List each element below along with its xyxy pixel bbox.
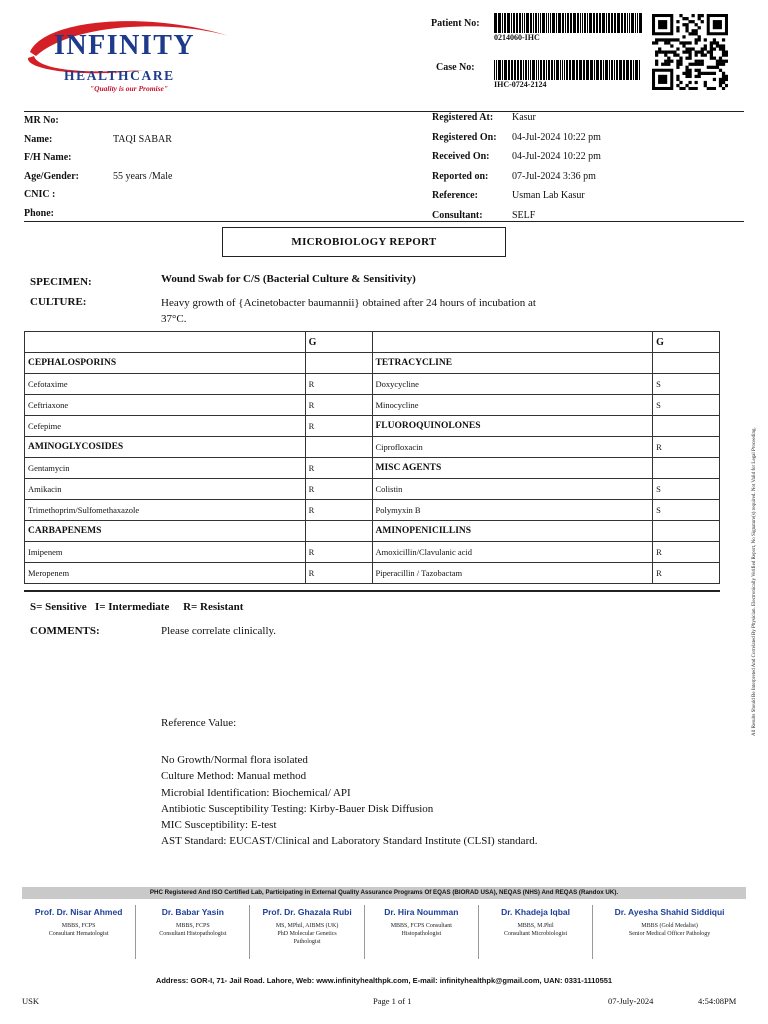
result-left: R — [305, 479, 372, 500]
doctor-credential-line: Consultant Microbiologist — [503, 931, 568, 937]
table-row — [25, 500, 720, 521]
logo-brand-top: INFINITY — [54, 30, 196, 61]
table-row — [25, 437, 720, 458]
drug-name-left: Trimethoprim/Sulfomethaxazole — [25, 500, 306, 521]
patient-info-label: Phone: — [24, 207, 54, 219]
registration-info-row — [432, 190, 732, 210]
result-right: R — [653, 563, 720, 584]
patient-info-label: Name: — [24, 133, 53, 145]
accreditation-banner: PHC Registered And ISO Certified Lab, Participating in External Quality Assurance Programs Of EQAS (BIORAD USA), NEQAS (NHS) And REQAS (Randox UK). — [22, 887, 746, 899]
doctor-credentials — [136, 922, 249, 938]
patient-info-label: CNIC : — [24, 189, 56, 200]
registration-info-value: 04-Jul-2024 10:22 pm — [512, 131, 601, 143]
reference-line: Antibiotic Susceptibility Testing: Kirby-Bauer Disk Diffusion — [161, 802, 434, 815]
table-bottom-rule — [24, 590, 720, 592]
drug-name-left: Meropenem — [25, 563, 306, 584]
doctor-name: Prof. Dr. Ghazala Rubi — [262, 907, 352, 917]
footer-page: Page 1 of 1 — [373, 996, 412, 1006]
table-row — [25, 563, 720, 584]
registration-info-label: Consultant: — [432, 209, 483, 221]
table-row — [25, 458, 720, 479]
patient-info-row — [24, 134, 404, 153]
doctor-card — [479, 905, 593, 959]
drug-name-left: Ceftriaxone — [25, 395, 306, 416]
result-left: R — [305, 416, 372, 437]
report-title: MICROBIOLOGY REPORT — [222, 227, 506, 257]
result-right: R — [653, 542, 720, 563]
drug-class-left: CEPHALOSPORINS — [25, 353, 306, 374]
registration-info-value: SELF — [512, 209, 536, 221]
reference-line: AST Standard: EUCAST/Clinical and Laboratory Standard Institute (CLSI) standard. — [161, 835, 538, 848]
doctor-credentials — [365, 922, 478, 938]
patient-info-label: F/H Name: — [24, 152, 72, 163]
doctor-card — [22, 905, 136, 959]
specimen-label: SPECIMEN: — [30, 276, 92, 288]
doctor-credential-line: MBBS, FCPS — [61, 923, 96, 929]
result-right — [653, 521, 720, 542]
table-row — [25, 353, 720, 374]
case-no-label: Case No: — [436, 62, 475, 73]
patient-info-row — [24, 208, 404, 227]
patient-info-label: Age/Gender: — [24, 170, 79, 182]
result-left: R — [305, 395, 372, 416]
drug-class-right: MISC AGENTS — [372, 458, 653, 479]
table-row — [25, 521, 720, 542]
result-left: R — [305, 542, 372, 563]
registration-info-value: Kasur — [512, 112, 536, 123]
specimen-value: Wound Swab for C/S (Bacterial Culture & Sensitivity) — [161, 273, 416, 285]
result-left: R — [305, 563, 372, 584]
footer-date: 07-July-2024 — [608, 996, 654, 1006]
drug-name-right: Minocycline — [372, 395, 653, 416]
doctor-credentials — [250, 922, 363, 946]
registration-info-label: Registered At: — [432, 112, 494, 123]
patient-info-row — [24, 189, 404, 208]
patient-no-value: 0214060-IHC — [494, 33, 540, 42]
doctor-credential-line: PhD Molecular Genetics — [277, 931, 337, 937]
doctor-credential-line: Histopathologist — [401, 931, 442, 937]
culture-label: CULTURE: — [30, 296, 87, 308]
drug-name-right: Colistin — [372, 479, 653, 500]
drug-class-right: AMINOPENICILLINS — [372, 521, 653, 542]
drug-name-right: Piperacillin / Tazobactam — [372, 563, 653, 584]
logo-tagline: "Quality is our Promise" — [89, 84, 169, 93]
result-left: R — [305, 458, 372, 479]
result-legend: S= Sensitive I= Intermediate R= Resistant — [30, 601, 244, 613]
footer-time: 4:54:08PM — [698, 996, 737, 1006]
doctor-credentials — [479, 922, 592, 938]
culture-line-1: Heavy growth of {Acinetobacter baumannii} obtained after 24 hours of incubation at — [161, 297, 536, 309]
table-row — [25, 479, 720, 500]
result-right — [653, 458, 720, 479]
comments-label: COMMENTS: — [30, 625, 100, 637]
patient-barcode-icon — [494, 13, 644, 33]
doctor-card — [593, 905, 746, 959]
registration-info-value: 07-Jul-2024 3:36 pm — [512, 170, 596, 182]
patient-info-value: 55 years /Male — [113, 170, 173, 182]
result-left: R — [305, 500, 372, 521]
drug-name-left: Cefotaxime — [25, 374, 306, 395]
reference-line: MIC Susceptibility: E-test — [161, 819, 277, 832]
doctor-credential-line: Consultant Hematologist — [48, 931, 109, 937]
doctor-credentials — [22, 922, 135, 938]
patient-info-value: TAQI SABAR — [113, 133, 172, 145]
patient-info-row — [24, 171, 404, 190]
result-left — [305, 521, 372, 542]
drug-name-left: Imipenem — [25, 542, 306, 563]
case-barcode-icon — [494, 60, 644, 80]
result-left — [305, 437, 372, 458]
doctor-card — [365, 905, 479, 959]
result-right: S — [653, 479, 720, 500]
registration-info-row — [432, 171, 732, 191]
column-header-right: G — [653, 332, 720, 353]
logo-swoosh-icon — [24, 12, 234, 84]
sensitivity-table — [24, 331, 720, 584]
lab-address: Address: GOR-I, 71- Jail Road. Lahore, Web: www.infinityhealthpk.com, E-mail: infinityhealthpk@gmail.com, UAN: 0331-1110551 — [155, 976, 613, 985]
table-row — [25, 416, 720, 437]
registration-info-label: Reported on: — [432, 170, 489, 182]
drug-name-right: Polymyxin B — [372, 500, 653, 521]
column-header-left: G — [305, 332, 372, 353]
doctor-panel — [22, 905, 746, 959]
drug-class-left: CARBAPENEMS — [25, 521, 306, 542]
doctor-card — [136, 905, 250, 959]
drug-name-left: Cefepime — [25, 416, 306, 437]
registration-info-label: Registered On: — [432, 131, 497, 143]
registration-info-row — [432, 112, 732, 132]
doctor-credential-line: MBBS, FCPS — [176, 923, 210, 929]
drug-name-right: Doxycycline — [372, 374, 653, 395]
drug-name-left: Amikacin — [25, 479, 306, 500]
logo-brand-bottom: HEALTHCARE — [64, 68, 175, 83]
patient-info-row — [24, 115, 404, 134]
registration-info-label: Reference: — [432, 190, 478, 201]
reference-line: Culture Method: Manual method — [161, 770, 307, 783]
case-no-value: IHC-0724-2124 — [494, 80, 547, 89]
comments-value: Please correlate clinically. — [161, 625, 277, 637]
brand-logo — [24, 12, 234, 96]
doctor-name: Dr. Ayesha Shahid Siddiqui — [614, 907, 725, 917]
side-disclaimer — [752, 316, 762, 736]
side-disclaimer-text: All Results Should Be Interpreted And Correlated By Physician. Electronically Verified Report, No Signature(s) required. Not Valid for Legal Proceeding. — [752, 427, 757, 736]
registration-info-label: Received On: — [432, 151, 490, 162]
doctor-credential-line: MBBS, FCPS Consultant — [390, 923, 452, 929]
doctor-credential-line: MBBS (Gold Medalist) — [641, 923, 698, 929]
drug-class-right: TETRACYCLINE — [372, 353, 653, 374]
result-right: S — [653, 395, 720, 416]
patient-info-row — [24, 152, 404, 171]
qr-code-icon — [652, 14, 728, 90]
table-row — [25, 542, 720, 563]
drug-class-left: AMINOGLYCOSIDES — [25, 437, 306, 458]
footer-user: USK — [22, 996, 40, 1006]
reference-heading: Reference Value: — [161, 717, 237, 729]
doctor-name: Dr. Khadeja Iqbal — [501, 907, 571, 917]
table-row — [25, 395, 720, 416]
drug-name-left: Gentamycin — [25, 458, 306, 479]
doctor-credential-line: Senior Medical Officer Pathology — [628, 931, 711, 937]
registration-info-row — [432, 151, 732, 171]
doctor-credentials — [593, 922, 746, 938]
result-right — [653, 416, 720, 437]
doctor-name: Prof. Dr. Nisar Ahmed — [34, 907, 123, 917]
drug-class-right: FLUOROQUINOLONES — [372, 416, 653, 437]
table-row — [25, 374, 720, 395]
drug-name-right: Amoxicillin/Clavulanic acid — [372, 542, 653, 563]
registration-info-row — [432, 132, 732, 152]
doctor-card — [250, 905, 364, 959]
result-right: S — [653, 500, 720, 521]
result-right: R — [653, 437, 720, 458]
doctor-name: Dr. Babar Yasin — [161, 907, 224, 917]
drug-name-right: Ciprofloxacin — [372, 437, 653, 458]
reference-line: No Growth/Normal flora isolated — [161, 754, 308, 766]
registration-info-value: Usman Lab Kasur — [512, 190, 585, 201]
doctor-credential-line: Consultant Histopathologist — [159, 931, 227, 937]
result-right: S — [653, 374, 720, 395]
reference-line: Microbial Identification: Biochemical/ API — [161, 786, 351, 799]
table-header-row — [25, 332, 720, 353]
reference-list — [161, 752, 537, 850]
patient-no-label: Patient No: — [431, 18, 480, 29]
doctor-credential-line: MBBS, M.Phil — [517, 923, 554, 929]
result-left: R — [305, 374, 372, 395]
patient-info-label: MR No: — [24, 115, 59, 126]
doctor-name: Dr. Hira Noumman — [384, 907, 459, 917]
culture-line-2: 37°C. — [161, 313, 187, 325]
result-right — [653, 353, 720, 374]
doctor-credential-line: Pathologist — [293, 939, 321, 945]
doctor-credential-line: MS, MPhil, AIBMS (UK) — [275, 923, 339, 929]
registration-info-value: 04-Jul-2024 10:22 pm — [512, 151, 601, 162]
result-left — [305, 353, 372, 374]
